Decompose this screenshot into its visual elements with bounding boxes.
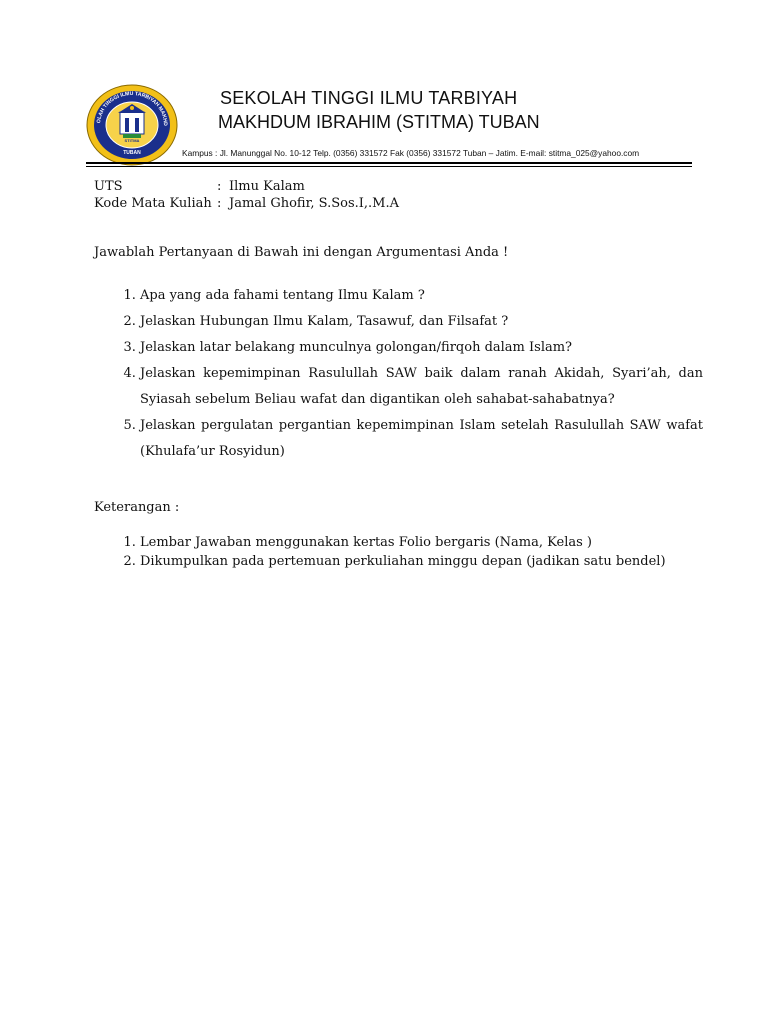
exam-row <box>94 178 399 195</box>
question-item: 2. Jelaskan Hubungan Ilmu Kalam, Tasawuf, dan Filsafat ? <box>140 309 703 335</box>
question-list <box>112 283 703 465</box>
course-code-row <box>94 195 399 212</box>
header-rule-thin <box>86 166 692 167</box>
question-item: 5. Jelaskan pergulatan pergantian kepemimpinan Islam setelah Rasulullah SAW wafat (Khulafa’ur Rosyidun) <box>140 413 703 465</box>
course-code-value: Jamal Ghofir, S.Sos.I,.M.A <box>229 196 399 211</box>
course-code-label: Kode Mata Kuliah <box>94 196 212 211</box>
logo-abbr: STITMA <box>124 138 140 143</box>
institution-address: Kampus : Jl. Manunggal No. 10-12 Telp. (0356) 331572 Fak (0356) 331572 Tuban – Jatim. E-mail: stitma_025@yahoo.com <box>182 148 640 158</box>
instruction-text: Jawablah Pertanyaan di Bawah ini dengan Argumentasi Anda ! <box>94 245 509 260</box>
exam-value: Ilmu Kalam <box>229 179 305 194</box>
logo-ring-text: OLAH TINGGI ILMU TARBIYAH MAKHD <box>96 90 169 127</box>
note-item: 2. Dikumpulkan pada pertemuan perkuliahan minggu depan (jadikan satu bendel) <box>140 552 720 571</box>
course-code-separator: : <box>217 196 222 211</box>
exam-label: UTS <box>94 179 123 194</box>
notes-label: Keterangan : <box>94 500 180 515</box>
question-item: 1. Apa yang ada fahami tentang Ilmu Kalam ? <box>140 283 703 309</box>
exam-separator: : <box>217 179 222 194</box>
institution-logo <box>86 84 178 166</box>
note-item: 1. Lembar Jawaban menggunakan kertas Folio bergaris (Nama, Kelas ) <box>140 533 720 552</box>
question-item: 3. Jelaskan latar belakang munculnya golongan/firqoh dalam Islam? <box>140 335 703 361</box>
header-rule-thick <box>86 162 692 164</box>
exam-info <box>94 178 399 212</box>
question-item: 4. Jelaskan kepemimpinan Rasulullah SAW baik dalam ranah Akidah, Syari’ah, dan Syiasah sebelum Beliau wafat dan digantikan oleh sahabat-sahabatnya? <box>140 361 703 413</box>
logo-bottom-text: TUBAN <box>123 150 141 156</box>
institution-name-line1: SEKOLAH TINGGI ILMU TARBIYAH <box>220 88 518 108</box>
institution-name-line2: MAKHDUM IBRAHIM (STITMA) TUBAN <box>218 112 540 132</box>
notes-list <box>112 533 720 571</box>
